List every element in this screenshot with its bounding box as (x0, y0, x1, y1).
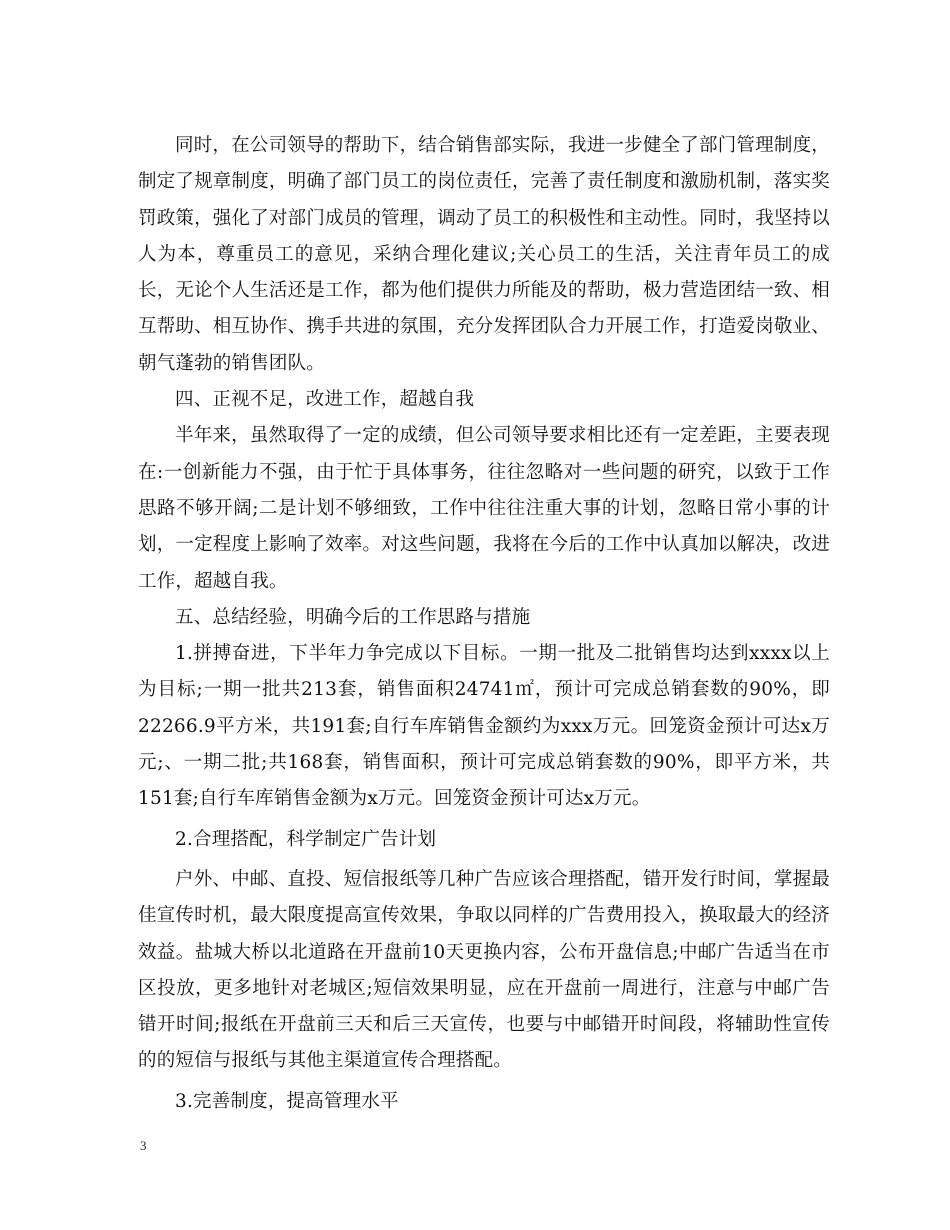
paragraph-advertising-details: 户外、中邮、直投、短信报纸等几种广告应该合理搭配，错开发行时间，掌握最佳宣传时机，最大限度提高宣传效果，争取以同样的广告费用投入，换取最大的经济效益。盐城大桥以北道路在开盘前10天更换内容，公布开盘信息;中邮广告适当在市区投放，更多地针对老城区;短信效果明显，应在开盘前一周进行，注意与中邮广告错开时间;报纸在开盘前三天和后三天宣传，也要与中邮错开时间段，将辅助性宣传的的短信与报纸与其他主渠道宣传合理搭配。 (138, 868, 830, 1072)
paragraph-shortcomings: 半年来，虽然取得了一定的成绩，但公司领导要求相比还有一定差距，主要表现在:一创新能力不强，由于忙于具体事务，往往忽略对一些问题的研究，以致于工作思路不够开阔;二是计划不够细致，工作中往往注重大事的计划，忽略日常小事的计划，一定程度上影响了效率。对这些问题，我将在今后的工作中认真加以解决，改进工作，超越自我。 (138, 425, 830, 592)
paragraph-management-system: 同时，在公司领导的帮助下，结合销售部实际，我进一步健全了部门管理制度，制定了规章制度，明确了部门员工的岗位责任，完善了责任制度和激励机制，落实奖罚政策，强化了对部门成员的管理，调动了员工的积极性和主动性。同时，我坚持以人为本，尊重员工的意见，采纳合理化建议;关心员工的生活，关注青年员工的成长，无论个人生活还是工作，都为他们提供力所能及的帮助，极力营造团结一致、相互帮助、相互协作、携手共进的氛围，充分发挥团队合力开展工作，打造爱岗敬业、朝气蓬勃的销售团队。 (138, 135, 830, 374)
subheading-improve-management: 3.完善制度，提高管理水平 (175, 1090, 399, 1112)
paragraph-sales-targets: 1.拼搏奋进，下半年力争完成以下目标。一期一批及二批销售均达到xxxx以上为目标;一期一批共213套，销售面积24741㎡，预计可完成总销套数的90%，即22266.9平方米，共191套;自行车库销售金额约为xxx万元。回笼资金预计可达x万元;、一期二批;共168套，销售面积，预计可完成总销套数的90%，即平方米，共151套;自行车库销售金额为x万元。回笼资金预计可达x万元。 (138, 643, 830, 810)
page-number: 3 (140, 1138, 147, 1153)
section-heading-four: 四、正视不足，改进工作，超越自我 (175, 389, 475, 411)
document-body (138, 128, 830, 1120)
section-heading-five: 五、总结经验，明确今后的工作思路与措施 (175, 606, 531, 628)
subheading-advertising-plan: 2.合理搭配，科学制定广告计划 (175, 828, 437, 850)
